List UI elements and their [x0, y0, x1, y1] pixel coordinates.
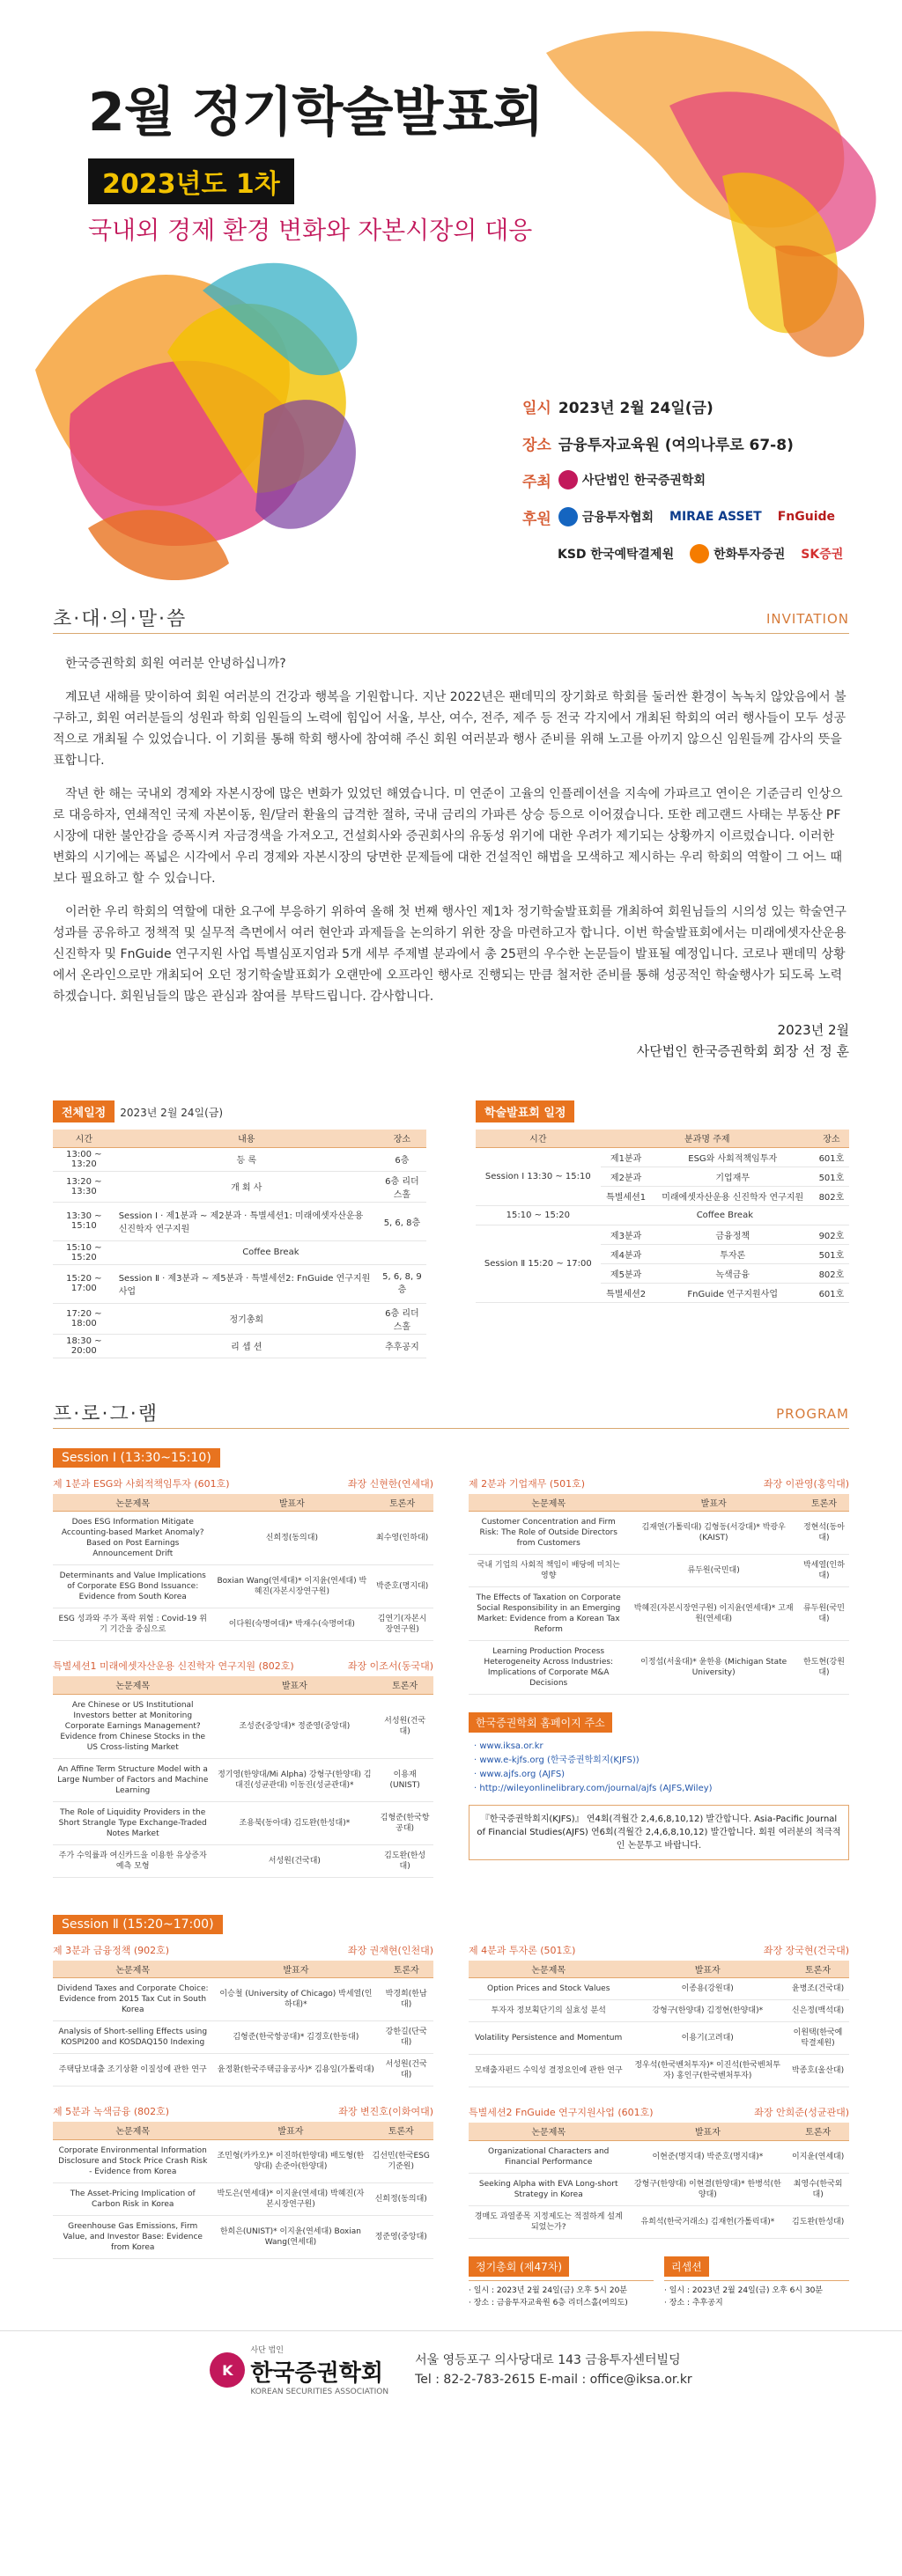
- sponsor-logo-sk: SK증권: [801, 548, 844, 562]
- discussant: 정현석(동아대): [799, 1512, 849, 1555]
- table-row: [53, 2139, 433, 2182]
- paper-title: Option Prices and Stock Values: [469, 1978, 628, 2000]
- greeting: 한국증권학회 회원 여러분 안녕하십니까?: [65, 657, 286, 671]
- table-row: [53, 1844, 433, 1877]
- session-1-tag: Session Ⅰ (13:30~15:10): [53, 1448, 220, 1468]
- paper-title: 모태출자펀드 수익성 결정요인에 관한 연구: [469, 2055, 628, 2087]
- presenter: Boxian Wang(연세대)* 이지윤(연세대) 박혜진(자본시장연구원): [212, 1565, 371, 1608]
- discussant: 류두원(국민대): [799, 1587, 849, 1641]
- notice-link[interactable]: · www.e-kjfs.org (한국증권학회지(KJFS)): [474, 1755, 640, 1765]
- sponsor-logo-fnguide: FnGuide: [777, 510, 836, 524]
- association-name: 한국증권학회: [250, 2360, 384, 2387]
- place-label: 장소: [522, 436, 551, 454]
- presenter: 정기영(한양대/Mi Alpha) 강형구(한양대) 김대진(성균관대) 이동진(성균관대)*: [212, 1758, 376, 1801]
- host-logo: [558, 470, 706, 489]
- table-row: [53, 2021, 433, 2054]
- paper-title: Does ESG Information Mitigate Accounting-based Market Anomaly? Based on Post Earnings Announcement Drift: [53, 1512, 212, 1565]
- discussant: 서성원(건국대): [379, 2054, 433, 2087]
- presenter: 박도은(연세대)* 이지윤(연세대) 박혜진(자본시장연구원): [212, 2182, 368, 2215]
- invitation-letter: [53, 653, 849, 1007]
- contact-info: [415, 2351, 692, 2389]
- presenter: 강형구(한양대) 이현결(한양대)* 한병석(한양대): [628, 2173, 787, 2205]
- association-emblem: K: [210, 2352, 245, 2388]
- table-row: [469, 1512, 849, 1555]
- association-badge: 사단 법인: [250, 2346, 284, 2355]
- block-header: [53, 2104, 433, 2118]
- block-title: 제 1분과 ESG와 사회적책임투자 (601호): [53, 1477, 230, 1490]
- schedule-date: 2023년 2월 24일(금): [120, 1107, 224, 1119]
- schedule-table: [53, 1130, 426, 1358]
- association-name-en: KOREAN SECURITIES ASSOCIATION: [250, 2388, 389, 2396]
- host-row: [522, 470, 859, 489]
- table-row: [53, 2054, 433, 2087]
- presenter: 조용북(동아대) 김도완(한성대)*: [212, 1801, 376, 1844]
- presenter: 김재연(가톨릭대) 김형동(서강대)* 박광우(KAIST): [628, 1512, 798, 1555]
- contact: Tel : 82-2-783-2615 E-mail : office@iksa.or.kr: [415, 2373, 692, 2387]
- meeting-title: 정기총회 (제47차): [469, 2256, 569, 2277]
- program-table: 논문제목 발표자 토론자 Are Chinese or US Institutional Investors better at Monitoring Corporate Earnings Management? Evidence from Chinese Stocks in the US Cross-listing Market 조성준(중앙대)* 정준영(중앙대) 서성원(건국대) An Affine Term Structure Model with a Large Number of Factors and Machine Learning 정기영(한양대/Mi Alpha) 강형구(한양대) 김대진(성균관대) 이동진(성균관대)* 이용재(UNIST) The Role of Liquidity Providers in the Short Strangle Type Exchange-Traded Notes Market 조용북(동아대) 김도완(한성대)* 김형준(한국항공대) 주가 수익률과 여신카드을 이용한 유상증자 예측 모형 서성원(건국대) 김도완(한성대): [53, 1676, 433, 1878]
- block-title: 제 2분과 기업재무 (501호): [469, 1477, 586, 1490]
- table-row: 17:20 ~ 18:00 정기총회 6층 리더스홀: [53, 1303, 426, 1334]
- presenter: 서성원(건국대): [212, 1844, 376, 1877]
- table-row: [469, 1641, 849, 1695]
- discussant: 이용재(UNIST): [376, 1758, 433, 1801]
- notice-link[interactable]: · http://wileyonlinelibrary.com/journal/ajfs (AJFS,Wiley): [474, 1784, 713, 1793]
- col-place: 장소: [378, 1130, 426, 1147]
- presenter: 류두원(국민대): [628, 1555, 798, 1587]
- discussant: 박경희(한남대): [379, 1978, 433, 2021]
- discussant: 최수영(인하대): [371, 1512, 433, 1565]
- presenter: 유희석(한국거래소) 김재헌(가톨릭대)*: [628, 2205, 787, 2238]
- invitation-title-kr: 초·대·의·말·씀: [53, 608, 188, 630]
- date-value: 2023년 2월 24일(금): [558, 399, 713, 417]
- block-header: [53, 1943, 433, 1957]
- col-content: 내용: [115, 1130, 378, 1147]
- host-label: 주최: [522, 473, 551, 491]
- notice-link[interactable]: · www.iksa.or.kr: [474, 1741, 543, 1751]
- table-row: [53, 1608, 433, 1641]
- paper-title: Greenhouse Gas Emissions, Firm Value, and Investor Base: Evidence from Korea: [53, 2215, 212, 2258]
- table-row: [53, 1565, 433, 1608]
- sponsor-row-2: [522, 544, 859, 563]
- program-block: [53, 1943, 433, 2087]
- reception-title: 리셉션: [664, 2256, 709, 2277]
- table-row: [469, 2000, 849, 2022]
- block-title: 특별세션1 미래에셋자산운용 신진학자 연구지원 (802호): [53, 1660, 294, 1672]
- discussant: 한도현(강원대): [799, 1641, 849, 1695]
- paper-title: 주택담보대출 조기상환 이질성에 관한 연구: [53, 2054, 212, 2087]
- session-2-grid: [53, 1943, 849, 2309]
- sign-name: 사단법인 한국증권학회 회장 선 정 훈: [636, 1043, 849, 1059]
- table-row: [469, 1555, 849, 1587]
- table-row: 제5분과 녹색금융 802호: [476, 1263, 849, 1283]
- notice-box: 『한국증권학회지(KJFS)』 연4회(격월간 2,4,6,8,10,12) 발간합니다. Asia-Pacific Journal of Financial Studies(AJFS) 연6회(격월간 2,4,6,8,10,12) 발간합니다. 회원 여러분의 적극적인 논문투고 바랍니다.: [469, 1805, 849, 1860]
- block-header: [469, 1943, 849, 1957]
- table-row: [469, 2140, 849, 2173]
- block-title: 제 5분과 녹색금융 (802호): [53, 2106, 170, 2117]
- paper-title: 주가 수익률과 여신카드을 이용한 유상증자 예측 모형: [53, 1844, 212, 1877]
- session-2-right: [469, 1943, 849, 2309]
- table-row: 제2분과 기업재무 501호: [476, 1167, 849, 1186]
- footer: [0, 2330, 902, 2410]
- presenter: 김형준(한국항공대)* 김경호(한동대): [212, 2021, 379, 2054]
- program-title-kr: 프·로·그·램: [53, 1402, 159, 1425]
- sign-date: 2023년 2월: [777, 1022, 849, 1038]
- paper-title: Seeking Alpha with EVA Long-short Strategy in Korea: [469, 2173, 628, 2205]
- notice-title: 한국증권학회 홈페이지 주소: [469, 1712, 612, 1733]
- date-label: 일시: [522, 399, 551, 417]
- paper-title: The Asset-Pricing Implication of Carbon Risk in Korea: [53, 2182, 212, 2215]
- table-row: 제4분과 투자론 501호: [476, 1244, 849, 1263]
- place-value: 금융투자교육원 (여의나루로 67-8): [558, 436, 794, 454]
- program-block: [469, 2105, 849, 2239]
- paper-title: 투자자 정보획단기의 실효성 분석: [469, 2000, 628, 2022]
- table-row: [53, 2182, 433, 2215]
- table-row: 15:10 ~ 15:20 Coffee Break: [53, 1240, 426, 1264]
- block-title: 특별세션2 FnGuide 연구지원사업 (601호): [469, 2107, 654, 2118]
- invitation-title-en: INVITATION: [765, 611, 849, 627]
- paper-title: Learning Production Process Heterogeneity Across Industries: Implications of Corporate M&A Decisions: [469, 1641, 628, 1695]
- program-block: [469, 1476, 849, 1696]
- table-row: 특별세션2 FnGuide 연구지원사업 601호: [476, 1283, 849, 1302]
- program-block: [53, 1476, 433, 1642]
- paper-title: An Affine Term Structure Model with a Large Number of Factors and Machine Learning: [53, 1758, 212, 1801]
- session-1-right: [469, 1476, 849, 1895]
- discussant: 서성원(건국대): [376, 1694, 433, 1758]
- block-chair: 좌장 장국현(건국대): [763, 1944, 849, 1956]
- schedule-section: [53, 1100, 849, 1358]
- presenter: 이승철 (University of Chicago) 박세열(인하대)*: [212, 1978, 379, 2021]
- presenter: 박혜진(자본시장연구원) 이지윤(연세대)* 고재원(연세대): [628, 1587, 798, 1641]
- presenter: 이현준(명지대) 박준호(명지대)*: [628, 2140, 787, 2173]
- table-row: [469, 1587, 849, 1641]
- table-row: [53, 2215, 433, 2258]
- table-row: 13:20 ~ 13:30 개 회 사 6층 리더스홀: [53, 1171, 426, 1202]
- table-row: 18:30 ~ 20:00 리 셉 션 추후공지: [53, 1334, 426, 1358]
- table-row: [469, 2205, 849, 2238]
- program-block: [53, 1659, 433, 1878]
- association-logo: [210, 2344, 388, 2396]
- address: 서울 영등포구 의사당대로 143 금융투자센터빌딩: [415, 2353, 681, 2367]
- homepage-notice: [469, 1712, 849, 1860]
- program-block: [53, 2104, 433, 2259]
- discussant: 김형준(한국항공대): [376, 1801, 433, 1844]
- presentation-schedule: [476, 1100, 849, 1358]
- session-2-tag: Session Ⅱ (15:20~17:00): [53, 1915, 223, 1934]
- presenter: 이종용(강원대): [628, 1978, 787, 2000]
- presentation-tag: 학술발표회 일정: [476, 1100, 574, 1122]
- program-title-en: PROGRAM: [776, 1405, 849, 1422]
- event-badge: 2023년도 1차: [88, 158, 294, 204]
- table-row: 15:10 ~ 15:20 Coffee Break: [476, 1205, 849, 1225]
- table-row: [469, 1978, 849, 2000]
- table-row: 13:00 ~ 13:20 등 록 6층: [53, 1147, 426, 1171]
- discussant: 신희정(동의대): [368, 2182, 433, 2215]
- session-1-left: [53, 1476, 433, 1895]
- paper-title: Dividend Taxes and Corporate Choice: Evidence from 2015 Tax Cut in South Korea: [53, 1978, 212, 2021]
- notice-link[interactable]: · www.ajfs.org (AJFS): [474, 1770, 566, 1779]
- paper-title: Determinants and Value Implications of Corporate ESG Bond Issuance: Evidence from South Korea: [53, 1565, 212, 1608]
- paper-title: Customer Concentration and Firm Risk: The Role of Outside Directors from Customers: [469, 1512, 628, 1555]
- sponsor-logo-kofia: 금융투자협회: [558, 507, 654, 526]
- date-row: [522, 396, 859, 416]
- presenter: 윤정환(한국주택금융공사)* 김용일(가톨릭대): [212, 2054, 379, 2087]
- program-table: 논문제목 발표자 토론자 Customer Concentration and Firm Risk: The Role of Outside Directors from Customers 김재연(가톨릭대) 김형동(서강대)* 박광우(KAIST) 정현석(동아대) 국내 기업의 사회적 책임이 배당에 미치는 영향 류두원(국민대) 박세열(인하대) The Effects of Taxation on Corporate Social Responsibility in an Emerging Market: Evidence from a Korean Tax Reform 박혜진(자본시장연구원) 이지윤(연세대)* 고재원(연세대) 류두원(국민대) Learning Production Process Heterogeneity Across Industries: Implications of Corporate M&A Decisions 이정섭(서울대)* 윤한용 (Michigan State University) 한도현(강원대): [469, 1494, 849, 1696]
- table-row: [53, 1801, 433, 1844]
- col-time: 시간: [53, 1130, 115, 1147]
- block-header: [469, 1476, 849, 1490]
- table-row: 13:30 ~ 15:10 Session Ⅰ · 제1분과 ~ 제2분과 · 특별세션1: 미래에셋자산운용 신진학자 연구지원 5, 6, 8층: [53, 1202, 426, 1240]
- discussant: 이원택(한국예탁결제원): [787, 2022, 849, 2055]
- table-row: Session Ⅱ 15:20 ~ 17:00 제3분과 금융정책 902호: [476, 1225, 849, 1244]
- paper-title: Are Chinese or US Institutional Investors better at Monitoring Corporate Earnings Management? Evidence from Chinese Stocks in the US Cross-listing Market: [53, 1694, 212, 1758]
- paper-title: ESG 성과와 주가 폭락 위험 : Covid-19 위기 기간을 중심으로: [53, 1608, 212, 1641]
- invitation-header: [53, 599, 849, 634]
- presentation-table: 시간 분과명 주제 장소 Session Ⅰ 13:30 ~ 15:10 제1분과 ESG와 사회적책임투자 601호 제2분과 기업재무 501호 특별세션1 미래에셋자산운용 신진학자 연구지원 802호 15:10 ~ 15:20 Coffee Break Session Ⅱ 15:20 ~ 17:00 제3분과 금융정책 902호 제4분과 투자론 501호 제5분과 녹색금융 802호 특별세션2 FnGuide 연구지원사업 601호: [476, 1130, 849, 1303]
- host-name: 사단법인 한국증권학회: [581, 474, 706, 488]
- discussant: 박세열(인하대): [799, 1555, 849, 1587]
- paper-title: Corporate Environmental Information Disclosure and Stock Price Crash Risk - Evidence from Korea: [53, 2139, 212, 2182]
- table-row: [469, 2022, 849, 2055]
- discussant: 신은정(백석대): [787, 2000, 849, 2022]
- discussant: 박종호(울산대): [787, 2055, 849, 2087]
- presenter: 강형구(한양대) 김정현(한양대)*: [628, 2000, 787, 2022]
- table-row: [469, 2173, 849, 2205]
- paper-title: The Role of Liquidity Providers in the Short Strangle Type Exchange-Traded Notes Market: [53, 1801, 212, 1844]
- presenter: 정우석(한국벤처투자)* 이진석(한국벤처투자) 홍인구(한국벤처투자): [628, 2055, 787, 2087]
- discussant: 최영수(한국외대): [787, 2173, 849, 2205]
- discussant: 윤병조(건국대): [787, 1978, 849, 2000]
- paper-title: Volatility Persistence and Momentum: [469, 2022, 628, 2055]
- discussant: 이지윤(연세대): [787, 2140, 849, 2173]
- paper-title: Analysis of Short-selling Effects using KOSPI200 and KOSDAQ150 Indexing: [53, 2021, 212, 2054]
- block-chair: 좌장 신현한(연세대): [347, 1477, 433, 1490]
- block-header: [53, 1659, 433, 1673]
- schedule-tag: 전체일정: [53, 1100, 115, 1122]
- discussant: 박준호(명지대): [371, 1565, 433, 1608]
- program-table: 논문제목 발표자 토론자 Organizational Characters and Financial Performance 이현준(명지대) 박준호(명지대)* 이지윤(연세대) Seeking Alpha with EVA Long-short Strategy in Korea 강형구(한양대) 이현결(한양대)* 한병석(한양대) 최영수(한국외대) 경매도 과열종목 지정제도는 적절하게 설계되었는가? 유희석(한국거래소) 김재헌(가톨릭대)* 김도완(한성대): [469, 2123, 849, 2239]
- paper-title: 국내 기업의 사회적 책임이 배당에 미치는 영향: [469, 1555, 628, 1587]
- table-row: [469, 2055, 849, 2087]
- presenter: 이정섭(서울대)* 윤한용 (Michigan State University): [628, 1641, 798, 1695]
- block-chair: 좌장 안희준(성균관대): [754, 2107, 849, 2118]
- meeting-info: [469, 2256, 849, 2309]
- paper-title: 경매도 과열종목 지정제도는 적절하게 설계되었는가?: [469, 2205, 628, 2238]
- block-header: [53, 1476, 433, 1490]
- event-title: 2월 정기학술발표회: [88, 82, 543, 144]
- program-block: [469, 1943, 849, 2088]
- sponsor-logo-mirae: MIRAE ASSET: [669, 510, 762, 524]
- hero-banner: [0, 0, 902, 599]
- paragraph-2: 작년 한 해는 국내외 경제와 자본시장에 많은 변화가 있었던 해였습니다. 미 연준이 고율의 인플레이션을 지속에 가파르고 연이은 기준금리 인상으로 대응하자, 연쇄적인 국제 자본이동, 원/달러 환율의 급격한 절하, 국내 금리의 가파른 상승 등으로 이어졌습니다. 또한 레고랜드 사태는 부동산 PF시장에 대한 불안감을 증폭시켜 자금경색을 가져오고, 건설회사와 증권회사의 유동성 위기에 대한 우려가 제기되는 상황까지 이르렀습니다. 이러한 변화의 시기에는 폭넓은 시각에서 우리 경제와 자본시장의 당면한 문제들에 대한 건설적인 해법을 모색하고 제시하는 우리 학회의 역할이 그 어느 때보다 필요하고 할 수 있습니다.: [53, 787, 843, 886]
- sponsor-label: 후원: [522, 510, 551, 528]
- notice-links: [474, 1740, 849, 1796]
- table-row: [53, 1512, 433, 1565]
- paragraph-3: 이러한 우리 학회의 역할에 대한 요구에 부응하기 위하여 올해 첫 번째 행사인 제1차 정기학술발표회를 개최하여 회원님들의 시의성 있는 학술연구 성과를 공유하고 정책적 및 실무적 측면에서 여러 현안과 과제들을 논의하기 위한 장을 마련하고자 합니다. 이번 학술발표회에서는 미래에셋자산운용 신진학자 및 FnGuide 연구지원 사업 특별심포지엄과 5개 세부 주제별 분과에서 총 25편의 우수한 논문들이 발표될 예정입니다. 코로나 팬데믹 상황에서 온라인으로만 개최되어 오던 정기학술발표회가 오랜만에 오프라인 행사로 진행되는 만큼 철저한 준비를 통해 성공적인 학술행사가 되도록 노력하겠습니다. 회원님들의 많은 관심과 참여를 부탁드립니다. 감사합니다.: [53, 905, 847, 1004]
- general-meeting: 정기총회 (제47차) · 일시 : 2023년 2월 24일(금) 오후 5시 20분 · 장소 : 금융투자교육원 6층 리더스홀(여의도): [469, 2256, 654, 2309]
- block-chair: 좌장 변진호(이화여대): [338, 2106, 433, 2117]
- overall-schedule: [53, 1100, 426, 1358]
- block-chair: 좌장 이관영(홍익대): [763, 1477, 849, 1490]
- block-title: 제 3분과 금융정책 (902호): [53, 1944, 170, 1956]
- event-subtitle: 국내외 경제 환경 변화와 자본시장의 대응: [88, 216, 533, 245]
- paragraph-1: 계묘년 새해를 맞이하여 회원 여러분의 건강과 행복을 기원합니다. 지난 2022년은 팬데믹의 장기화로 학회를 둘러싼 환경이 녹녹치 않았음에서 불구하고, 회원 여러분들의 성원과 학회 임원들의 노력에 힘입어 서울, 부산, 여수, 전주, 제주 등 전국 각지에서 개최된 학회의 여러 행사들이 모두 성공적으로 개최될 수 있었습니다. 이 기회를 통해 학회 행사에 참여해 주신 회원 여러분과 행사 준비를 위해 노고를 아끼지 않으신 임원들께 감사의 뜻을 표합니다.: [53, 690, 847, 768]
- reception: 리셉션 · 일시 : 2023년 2월 24일(금) 오후 6시 30분 · 장소 : 추후공지: [664, 2256, 849, 2309]
- paper-title: Organizational Characters and Financial Performance: [469, 2140, 628, 2173]
- session-2-left: [53, 1943, 433, 2309]
- session-1-grid: [53, 1476, 849, 1895]
- block-header: [469, 2105, 849, 2119]
- discussant: 김도완(한성대): [787, 2205, 849, 2238]
- presenter: 이용기(고려대): [628, 2022, 787, 2055]
- program-table: 논문제목 발표자 토론자 Corporate Environmental Information Disclosure and Stock Price Crash Risk - Evidence from Korea 조민형(카카오)* 이진하(한양대) 배도형(한양대) 손준아(한양대) 김선민(한국ESG기준원) The Asset-Pricing Implication of Carbon Risk in Korea 박도은(연세대)* 이지윤(연세대) 박혜진(자본시장연구원) 신희정(동의대) Greenhouse Gas Emissions, Firm Value, and Investor Base: Evidence from Korea 한희은(UNIST)* 이지윤(연세대) Boxian Wang(연세대) 정준영(중앙대): [53, 2122, 433, 2259]
- sponsor-logo-ksd: KSD 한국예탁결제원: [558, 548, 675, 562]
- program-table: 논문제목 발표자 토론자 Option Prices and Stock Values 이종용(강원대) 윤병조(건국대) 투자자 정보획단기의 실효성 분석 강형구(한양대) 김정현(한양대)* 신은정(백석대) Volatility Persistence and Momentum 이용기(고려대) 이원택(한국예탁결제원) 모태출자펀드 수익성 결정요인에 관한 연구 정우석(한국벤처투자)* 이진석(한국벤처투자) 홍인구(한국벤처투자) 박종호(울산대): [469, 1961, 849, 2088]
- sponsor-logo-hanwha: 한화투자증권: [690, 544, 785, 563]
- discussant: 김연기(자본시장연구원): [371, 1608, 433, 1641]
- program-table: 논문제목 발표자 토론자 Does ESG Information Mitigate Accounting-based Market Anomaly? Based on Post Earnings Announcement Drift 신희정(동의대) 최수영(인하대) Determinants and Value Implications of Corporate ESG Bond Issuance: Evidence from South Korea Boxian Wang(연세대)* 이지윤(연세대) 박혜진(자본시장연구원) 박준호(명지대) ESG 성과와 주가 폭락 위험 : Covid-19 위기 기간을 중심으로 이다원(숙명여대)* 박재수(숙명여대) 김연기(자본시장연구원): [53, 1494, 433, 1642]
- table-row: 15:20 ~ 17:00 Session Ⅱ · 제3분과 ~ 제5분과 · 특별세션2: FnGuide 연구지원사업 5, 6, 8, 9층: [53, 1264, 426, 1303]
- presenter: 신희정(동의대): [212, 1512, 371, 1565]
- program-table: 논문제목 발표자 토론자 Dividend Taxes and Corporate Choice: Evidence from 2015 Tax Cut in South Korea 이승철 (University of Chicago) 박세열(인하대)* 박경희(한남대) Analysis of Short-selling Effects using KOSPI200 and KOSDAQ150 Indexing 김형준(한국항공대)* 김경호(한동대) 강한길(단국대) 주택담보대출 조기상환 이질성에 관한 연구 윤정환(한국주택금융공사)* 김용일(가톨릭대) 서성원(건국대): [53, 1961, 433, 2087]
- place-row: [522, 433, 859, 453]
- sponsor-row: [522, 507, 859, 526]
- table-row: Session Ⅰ 13:30 ~ 15:10 제1분과 ESG와 사회적책임투자 601호: [476, 1147, 849, 1167]
- discussant: 김도완(한성대): [376, 1844, 433, 1877]
- block-chair: 좌장 이조서(동국대): [347, 1660, 433, 1672]
- presenter: 조성준(중앙대)* 정준영(중앙대): [212, 1694, 376, 1758]
- paper-title: The Effects of Taxation on Corporate Social Responsibility in an Emerging Market: Evidence from a Korean Tax Reform: [469, 1587, 628, 1641]
- table-row: [53, 1758, 433, 1801]
- discussant: 김선민(한국ESG기준원): [368, 2139, 433, 2182]
- block-chair: 좌장 권재현(인천대): [347, 1944, 433, 1956]
- presenter: 조민형(카카오)* 이진하(한양대) 배도형(한양대) 손준아(한양대): [212, 2139, 368, 2182]
- program-header: [53, 1394, 849, 1429]
- presenter: 이다원(숙명여대)* 박재수(숙명여대): [212, 1608, 371, 1641]
- event-info: [522, 396, 859, 581]
- table-row: [53, 1978, 433, 2021]
- table-row: 특별세션1 미래에셋자산운용 신진학자 연구지원 802호: [476, 1186, 849, 1205]
- discussant: 강한길(단국대): [379, 2021, 433, 2054]
- discussant: 정준영(중앙대): [368, 2215, 433, 2258]
- table-row: [53, 1694, 433, 1758]
- block-title: 제 4분과 투자론 (501호): [469, 1944, 576, 1956]
- presenter: 한희은(UNIST)* 이지윤(연세대) Boxian Wang(연세대): [212, 2215, 368, 2258]
- signature: [53, 1019, 849, 1062]
